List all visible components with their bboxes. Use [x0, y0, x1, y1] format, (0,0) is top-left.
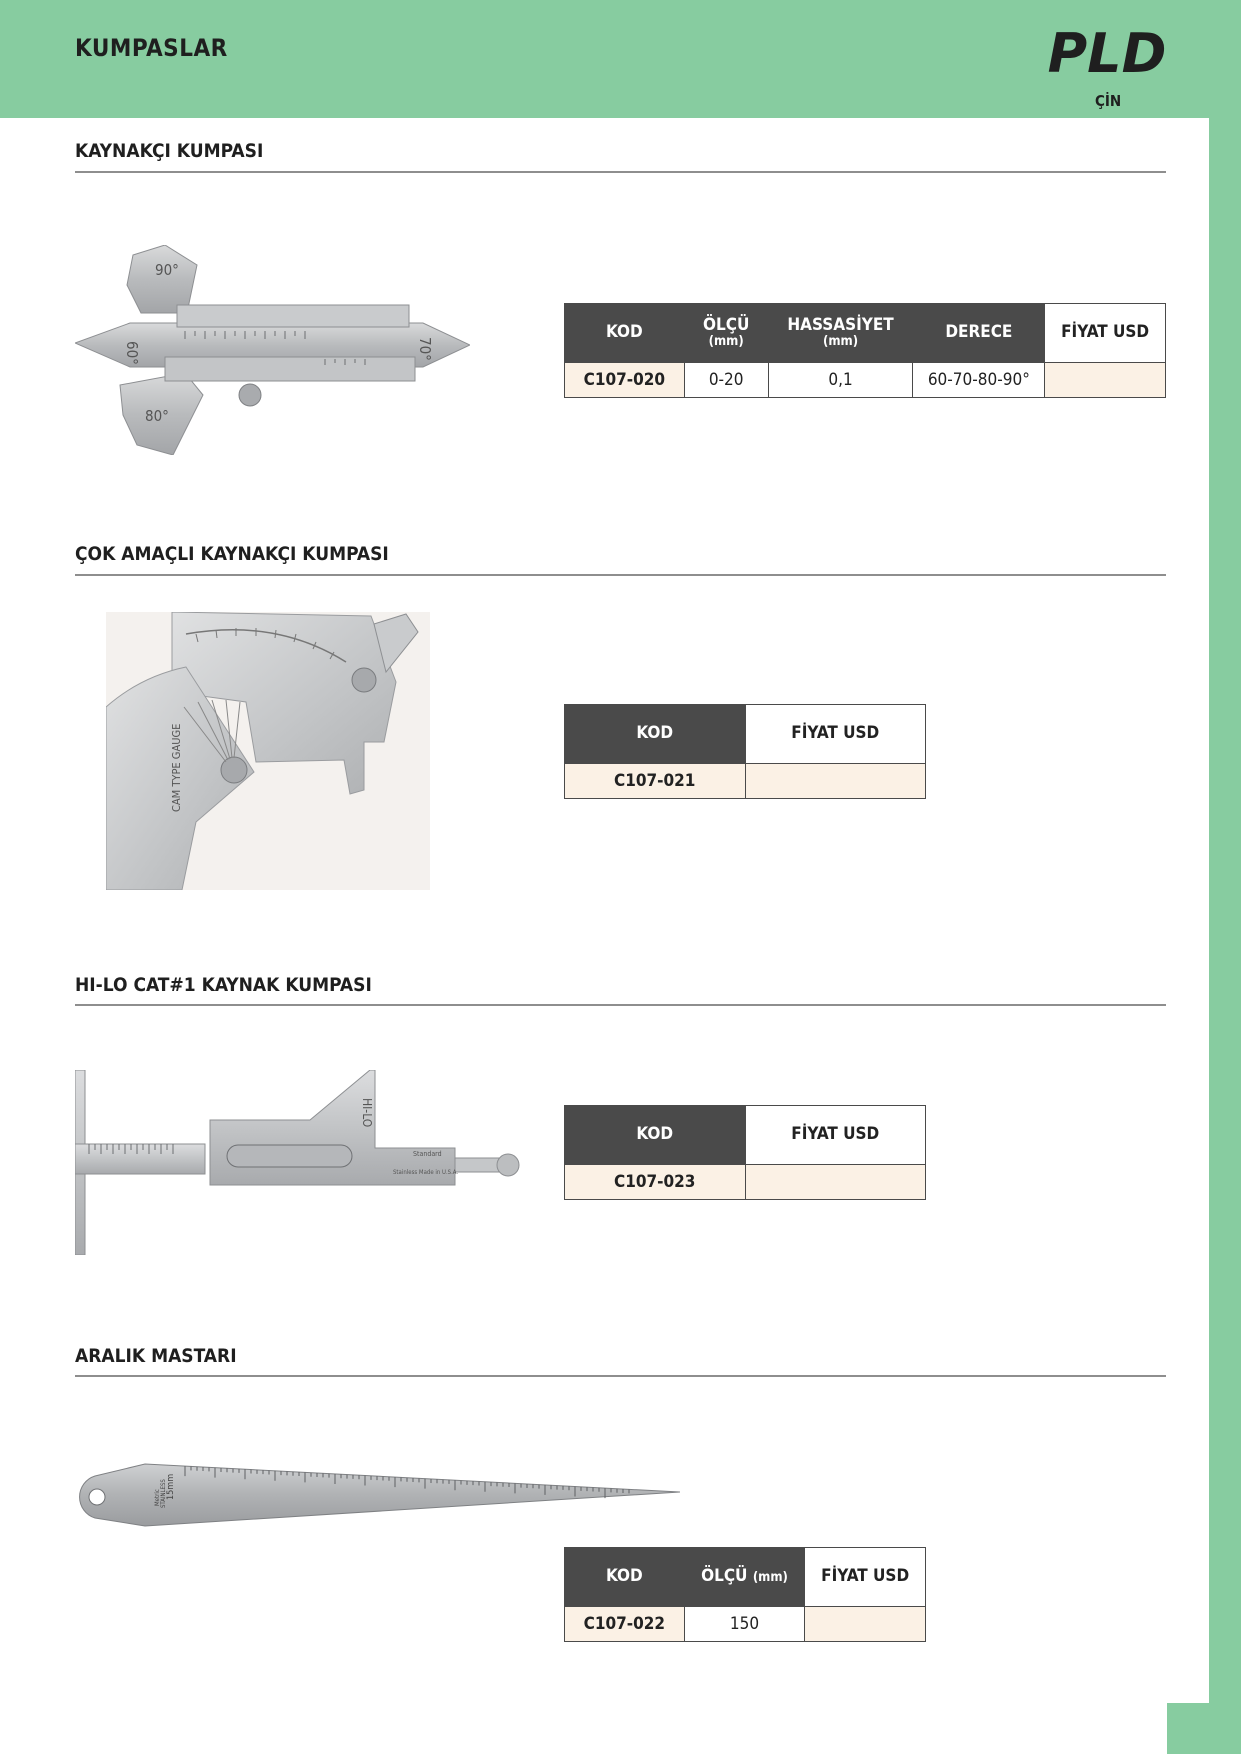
page-title: KUMPASLAR	[75, 34, 228, 62]
header-kod: KOD	[565, 1106, 746, 1165]
taper-gauge-image	[75, 1462, 680, 1530]
section-divider	[75, 574, 1166, 576]
made-in-usa-label: Stainless Made in U.S.A.	[393, 1169, 459, 1176]
cell-fiyat	[805, 1607, 926, 1642]
cell-kod: C107-022	[565, 1607, 685, 1642]
price-table-c107-022	[564, 1547, 926, 1642]
section-divider	[75, 1004, 1166, 1006]
right-accent-strip	[1209, 118, 1241, 1754]
cell-fiyat	[745, 764, 926, 799]
cell-derece: 60-70-80-90°	[913, 363, 1045, 398]
table-row	[565, 764, 926, 799]
label-90: 90°	[155, 261, 179, 279]
section-title-aralik-mastari: ARALIK MASTARI	[75, 1345, 237, 1367]
standard-label: Standard	[413, 1150, 442, 1158]
welding-gauge-image	[75, 245, 470, 455]
header-olcu	[684, 304, 768, 363]
brand-logo-text: PLD	[1047, 24, 1167, 80]
header-olcu-unit: (mm)	[708, 334, 744, 350]
brand-logo	[1045, 24, 1170, 80]
cam-type-gauge-label: CAM TYPE GAUGE	[170, 723, 183, 812]
section-divider	[75, 171, 1166, 173]
price-table-c107-020	[564, 303, 1166, 398]
table-row	[565, 363, 1166, 398]
header-fiyat: FİYAT USD	[1045, 304, 1166, 363]
section-title-hi-lo: HI-LO CAT#1 KAYNAK KUMPASI	[75, 974, 372, 996]
cell-kod: C107-021	[565, 764, 746, 799]
brand-country: ÇİN	[1095, 92, 1122, 110]
cell-kod: C107-023	[565, 1165, 746, 1200]
header-kod: KOD	[565, 705, 746, 764]
hi-lo-gauge-image	[75, 1070, 525, 1255]
cell-fiyat	[1045, 363, 1166, 398]
header-olcu-label: ÖLÇÜ	[702, 315, 750, 336]
taper-mm-label: 15mm	[166, 1473, 176, 1500]
corner-accent-block	[1167, 1703, 1209, 1754]
cell-kod: C107-020	[565, 363, 685, 398]
header-fiyat: FİYAT USD	[745, 705, 926, 764]
header-hassasiyet-unit: (mm)	[823, 334, 859, 350]
header-kod: KOD	[565, 1548, 685, 1607]
header-hassasiyet	[768, 304, 913, 363]
cell-olcu: 0-20	[684, 363, 768, 398]
section-title-kaynakci-kumpasi: KAYNAKÇI KUMPASI	[75, 140, 264, 162]
label-70: 70°	[416, 337, 434, 361]
header-fiyat: FİYAT USD	[745, 1106, 926, 1165]
price-table-c107-021	[564, 704, 926, 799]
cell-olcu: 150	[684, 1607, 805, 1642]
header-kod: KOD	[565, 304, 685, 363]
section-divider	[75, 1375, 1166, 1377]
price-table-c107-023	[564, 1105, 926, 1200]
label-60: 60°	[123, 341, 141, 365]
hi-lo-label: HI-LO	[360, 1098, 374, 1128]
header-derece: DERECE	[913, 304, 1045, 363]
header-hassasiyet-label: HASSASİYET	[787, 315, 894, 336]
label-80: 80°	[145, 407, 169, 425]
cell-fiyat	[745, 1165, 926, 1200]
taper-stainless-label: STAINLESS	[160, 1479, 167, 1508]
taper-metric-label: Metric	[154, 1489, 161, 1506]
section-title-cok-amacli: ÇOK AMAÇLI KAYNAKÇI KUMPASI	[75, 543, 389, 565]
header-fiyat: FİYAT USD	[805, 1548, 926, 1607]
cam-type-gauge-image	[106, 612, 430, 890]
header-olcu	[684, 1548, 805, 1607]
header-olcu-label: ÖLÇÜ	[701, 1566, 748, 1587]
cell-hassasiyet: 0,1	[768, 363, 913, 398]
table-row	[565, 1607, 926, 1642]
table-row	[565, 1165, 926, 1200]
header-olcu-unit: (mm)	[752, 1570, 788, 1586]
